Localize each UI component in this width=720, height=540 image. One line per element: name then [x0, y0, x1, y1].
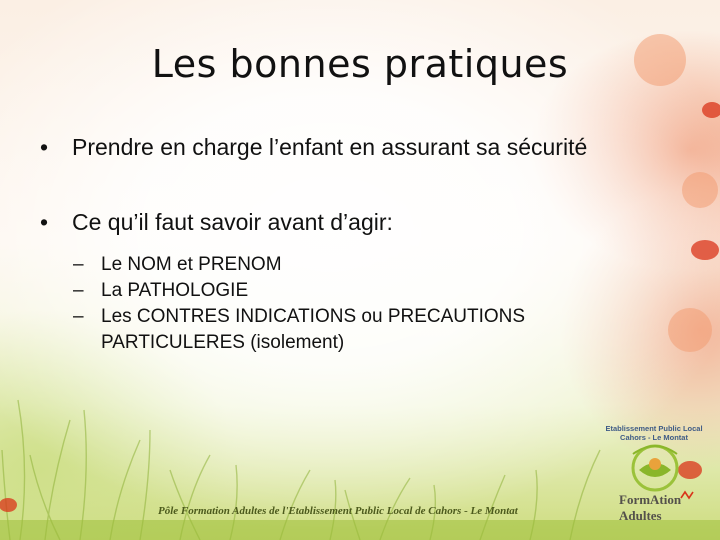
logo-caption-line1: Etablissement Public Local: [605, 424, 703, 433]
institution-logo: [595, 424, 713, 523]
sub-bullet-text: Les CONTRES INDICATIONS ou PRECAUTIONS PARTICULERES (isolement): [101, 306, 526, 353]
bullet-marker: •: [40, 134, 49, 160]
bullet-item: [40, 207, 660, 238]
bullet-item: [40, 132, 660, 163]
slide-content: [40, 132, 660, 356]
sub-bullet-marker: –: [73, 306, 84, 327]
bullet-text: Prendre en charge l’enfant en assurant sa sécurité: [72, 134, 588, 160]
sub-bullet-text: La PATHOLOGIE: [101, 280, 249, 301]
bullet-marker: •: [40, 209, 49, 235]
sub-bullet-marker: –: [73, 280, 84, 301]
sub-bullet-text: Le NOM et PRENOM: [101, 254, 282, 275]
sub-bullet-item: [40, 252, 660, 278]
bullet-text: Ce qu’il faut savoir avant d’agir:: [72, 209, 393, 235]
slide-title: Les bonnes pratiques: [151, 42, 569, 86]
logo-caption-line2: Cahors - Le Montat: [620, 433, 688, 442]
sub-bullet-item: [40, 304, 660, 356]
logo-wordmark: FormAtion Adultes: [619, 492, 682, 523]
sub-bullet-list: [40, 252, 660, 356]
sub-bullet-item: [40, 278, 660, 304]
sub-bullet-marker: –: [73, 254, 84, 275]
footer-text: Pôle Formation Adultes de l'Etablissement Public Local de Cahors - Le Montat: [158, 505, 518, 517]
